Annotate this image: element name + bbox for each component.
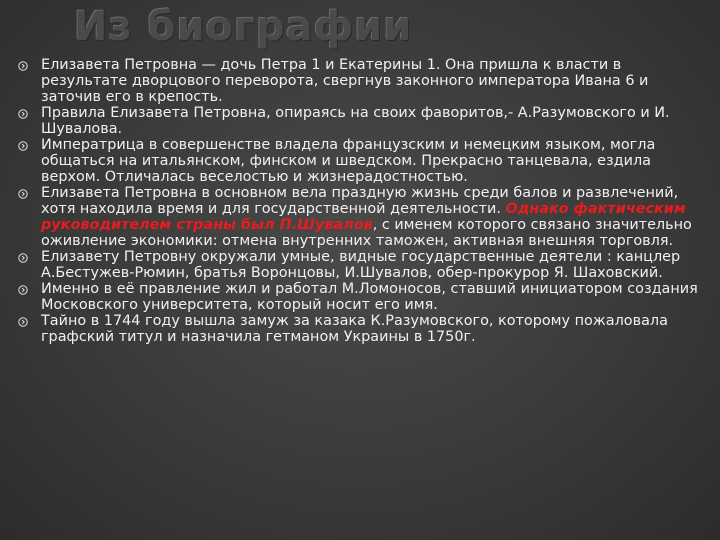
bullet-item bbox=[18, 137, 710, 185]
bullet-item bbox=[18, 105, 710, 137]
bullet-text: Тайно в 1744 году вышла замуж за казака К.Разумовского, которому пожаловала графский титул и назначила гетманом Украины в 1750г. bbox=[41, 313, 668, 345]
bullet-item bbox=[18, 249, 710, 281]
bullet-text: Елизавета Петровна — дочь Петра 1 и Екатерины 1. Она пришла к власти в результате дворцового переворота, свергнув законного императора Ивана 6 и заточив его в крепость. bbox=[41, 57, 649, 105]
highlighted-text: Однако фактическим руководителем страны был П.Шувалов bbox=[41, 201, 686, 233]
circle-chevron-icon bbox=[18, 285, 28, 295]
circle-chevron-icon bbox=[18, 141, 28, 151]
bullet-item bbox=[18, 185, 710, 249]
bullet-item bbox=[18, 313, 710, 345]
circle-chevron-icon bbox=[18, 189, 28, 199]
bullet-text: Правила Елизавета Петровна, опираясь на своих фаворитов,- А.Разумовского и И. Шувалова. bbox=[41, 105, 670, 137]
circle-chevron-icon bbox=[18, 317, 28, 327]
slide-title: Из биографии bbox=[74, 4, 413, 50]
bullet-text: Именно в её правление жил и работал М.Ломоносов, ставший инициатором создания Московского университета, который носит его имя. bbox=[41, 281, 698, 313]
bullet-list bbox=[18, 57, 710, 345]
bullet-text: Елизавету Петровну окружали умные, видные государственные деятели : канцлер А.Бестужев-Рюмин, братья Воронцовы, И.Шувалов, обер-прокурор Я. Шаховский. bbox=[41, 249, 681, 281]
circle-chevron-icon bbox=[18, 109, 28, 119]
bullet-item bbox=[18, 57, 710, 105]
bullet-item bbox=[18, 281, 710, 313]
bullet-text-after: , с именем которого связано значительно оживление экономики: отмена внутренних таможен, активная внешняя торговля. bbox=[41, 217, 692, 249]
bullet-text: Императрица в совершенстве владела французским и немецким языком, могла общаться на итальянском, финском и шведском. Прекрасно танцевала, ездила верхом. Отличалась веселостью и жизнерадостностью. bbox=[41, 137, 656, 185]
circle-chevron-icon bbox=[18, 253, 28, 263]
bullet-text-before: Елизавета Петровна в основном вела праздную жизнь среди балов и развлечений, хотя находила время и для государственной деятельности. bbox=[41, 185, 679, 217]
circle-chevron-icon bbox=[18, 61, 28, 71]
